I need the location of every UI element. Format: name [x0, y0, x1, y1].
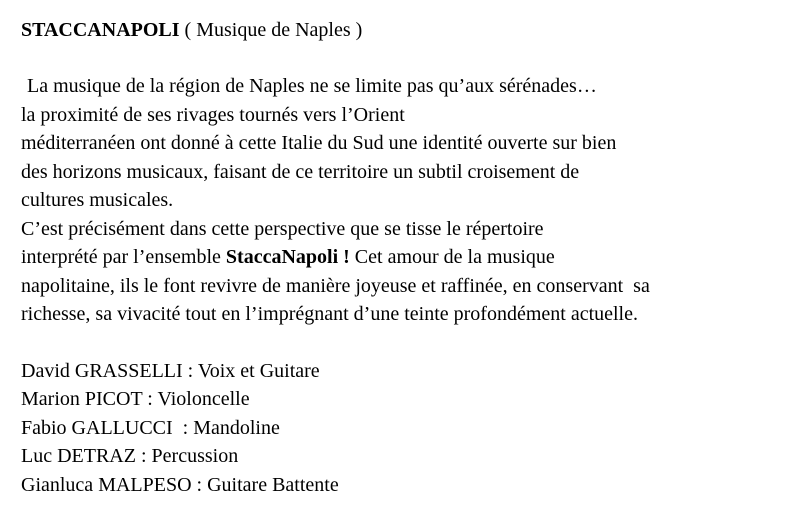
- paragraph-line: méditerranéen ont donné à cette Italie du Sud une identité ouverte sur bien: [21, 132, 617, 154]
- ensemble-name: StaccaNapoli !: [225, 246, 350, 268]
- paragraph-line: La musique de la région de Naples ne se limite pas qu’aux sérénades…: [27, 75, 597, 97]
- document: [21, 16, 791, 499]
- paragraph-text: interprété par l’ensemble: [21, 246, 226, 268]
- credit-line: Luc DETRAZ : Percussion: [21, 445, 239, 467]
- credit-line: Fabio GALLUCCI : Mandoline: [21, 416, 280, 439]
- credit-line: David GRASSELLI : Voix et Guitare: [21, 359, 320, 382]
- paragraph-line: richesse, sa vivacité tout en l’imprégnant d’une teinte profondément actuelle.: [21, 303, 638, 325]
- paragraph-text: Cet amour de la musique: [349, 246, 555, 268]
- document-title: [21, 16, 791, 44]
- title-subtitle: ( Musique de Naples ): [179, 19, 363, 41]
- description-paragraph: [21, 72, 791, 329]
- paragraph-line: des horizons musicaux, faisant de ce territoire un subtil croisement de: [21, 160, 580, 183]
- paragraph-line: napolitaine, ils le font revivre de manière joyeuse et raffinée, en conservant sa: [21, 274, 650, 297]
- musician-credits: [21, 357, 791, 500]
- paragraph-line: [21, 243, 791, 272]
- paragraph-line: cultures musicales.: [21, 189, 174, 211]
- credit-line: Marion PICOT : Violoncelle: [21, 388, 250, 410]
- credit-line: Gianluca MALPESO : Guitare Battente: [21, 473, 339, 496]
- title-name: STACCANAPOLI: [21, 19, 180, 41]
- paragraph-line: la proximité de ses rivages tournés vers l’Orient: [21, 103, 405, 126]
- paragraph-line: C’est précisément dans cette perspective que se tisse le répertoire: [21, 217, 544, 240]
